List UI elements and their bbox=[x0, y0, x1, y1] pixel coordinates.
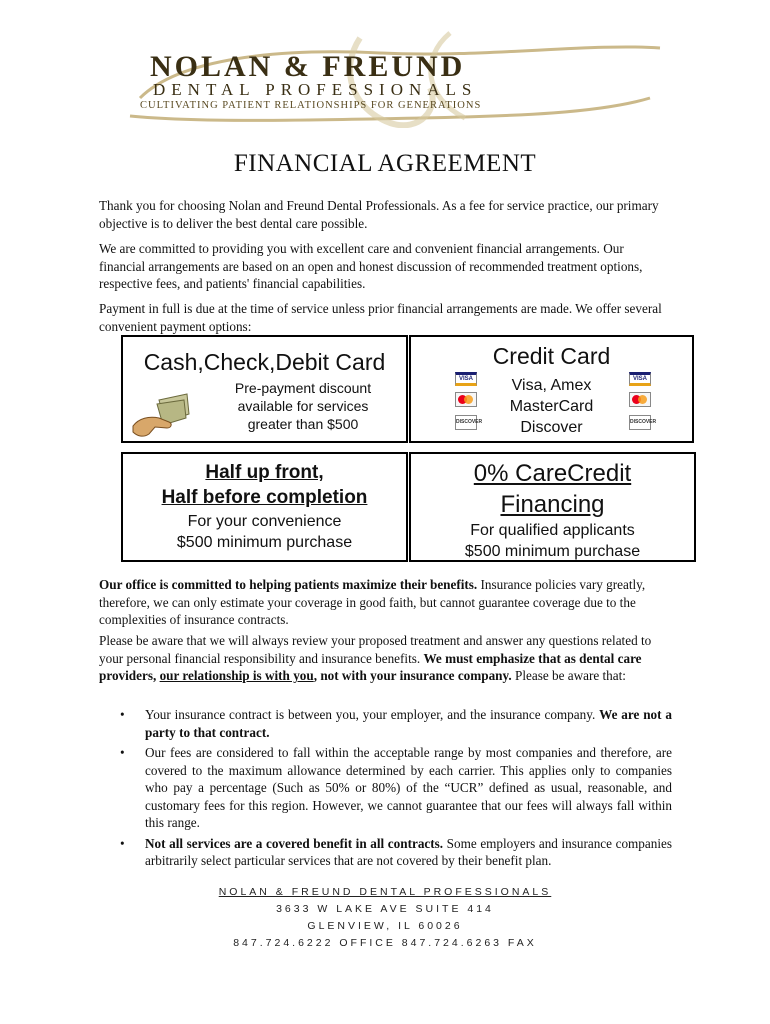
insurance-p1-bold: Our office is committed to helping patients maximize their benefits. bbox=[99, 577, 478, 592]
mastercard-card-icon bbox=[455, 392, 477, 407]
list-item bbox=[99, 706, 672, 741]
option-carecredit-title1: 0% CareCredit bbox=[473, 460, 632, 487]
option-credit-line1: Visa, Amex bbox=[511, 377, 592, 394]
option-cash-line3: greater than $500 bbox=[247, 416, 359, 432]
insurance-p2-underline: our relationship is with you bbox=[159, 668, 314, 683]
discover-card-icon: DISCOVER bbox=[455, 415, 477, 430]
footer-address bbox=[0, 884, 770, 952]
intro-paragraph-2: We are committed to providing you with excellent care and convenient financial arrangements. Our financial arrangements are based on an open and honest discussion of recommended treatment options, respective fees, and patients' financial capabilities. bbox=[99, 241, 643, 291]
bullet-icon: • bbox=[120, 835, 125, 851]
insurance-p2-bold1: We must emphasize that as dental care providers, bbox=[99, 650, 642, 683]
intro-paragraph-3: Payment in full is due at the time of service unless prior financial arrangements are made. We offer several convenient payment options: bbox=[99, 301, 662, 334]
logo-subtitle: DENTAL PROFESSIONALS bbox=[153, 80, 478, 99]
insurance-p2-bold2: , not with your insurance company. bbox=[313, 668, 512, 683]
hand-money-icon bbox=[129, 392, 191, 440]
visa-card-icon: VISA bbox=[629, 372, 651, 386]
discover-card-icon: DISCOVER bbox=[629, 415, 651, 430]
option-credit-line2: MasterCard bbox=[509, 398, 594, 415]
option-credit-title: Credit Card bbox=[492, 343, 611, 369]
option-cash-line1: Pre-payment discount bbox=[234, 380, 372, 396]
page-title: FINANCIAL AGREEMENT bbox=[233, 150, 537, 177]
list-item bbox=[99, 835, 672, 870]
bullet-3-bold: Not all services are a covered benefit in all contracts. bbox=[145, 835, 444, 851]
insurance-p2-end: Please be aware that: bbox=[511, 668, 626, 683]
insurance-paragraph-1 bbox=[99, 576, 659, 629]
bullet-3-text: Some employers and insurance companies arbitrarily select particular services that are not covered by their benefit plan. bbox=[145, 835, 672, 868]
bullet-icon: • bbox=[120, 745, 125, 760]
option-half-line2: $500 minimum purchase bbox=[176, 534, 353, 551]
option-cash-title: Cash,Check,Debit Card bbox=[143, 349, 386, 375]
visa-card-icon: VISA bbox=[455, 372, 477, 386]
option-carecredit bbox=[409, 452, 696, 562]
option-credit-line3: Discover bbox=[520, 419, 583, 436]
option-carecredit-line1: For qualified applicants bbox=[470, 522, 635, 539]
option-half-line1: For your convenience bbox=[187, 513, 342, 530]
list-item bbox=[99, 744, 672, 832]
insurance-p1-rest: Insurance policies vary greatly, therefore, we can only estimate your coverage in good faith, but cannot guarantee coverage due to the complexities of insurance contracts. bbox=[99, 577, 646, 627]
option-half-title bbox=[123, 460, 406, 510]
footer-city: GLENVIEW, IL 60026 bbox=[307, 920, 463, 932]
bullet-1-bold: We are not a party to that contract. bbox=[145, 707, 672, 740]
bullet-icon: • bbox=[120, 707, 125, 722]
practice-logo bbox=[120, 28, 665, 128]
option-half-desc bbox=[123, 511, 406, 553]
option-cash-desc bbox=[203, 379, 403, 433]
insurance-bullet-list bbox=[99, 706, 672, 873]
logo-tagline: CULTIVATING PATIENT RELATIONSHIPS FOR GENERATIONS bbox=[140, 100, 482, 111]
option-half-title1: Half up front, bbox=[205, 462, 324, 483]
mastercard-card-icon bbox=[629, 392, 651, 407]
option-cash-check-debit bbox=[121, 335, 408, 443]
option-carecredit-desc bbox=[411, 520, 694, 562]
option-half-up-front bbox=[121, 452, 408, 562]
insurance-paragraph-2 bbox=[99, 632, 659, 685]
option-cash-line2: available for services bbox=[237, 398, 369, 414]
footer-practice-name: NOLAN & FREUND DENTAL PROFESSIONALS bbox=[218, 886, 552, 898]
option-half-title2: Half before completion bbox=[161, 487, 368, 508]
footer-phone-fax: 847.724.6222 OFFICE 847.724.6263 FAX bbox=[233, 937, 537, 949]
footer-street: 3633 W LAKE AVE SUITE 414 bbox=[276, 903, 494, 915]
intro-paragraph-1: Thank you for choosing Nolan and Freund Dental Professionals. As a fee for service practice, our primary objective is to deliver the best dental care possible. bbox=[99, 198, 659, 231]
option-carecredit-title2: Financing bbox=[500, 491, 605, 518]
bullet-1-text: Your insurance contract is between you, your employer, and the insurance company. bbox=[145, 707, 600, 722]
bullet-2-text: Our fees are considered to fall within the acceptable range by most companies and therefore, are covered to the maximum allowance determined by each carrier. This applies only to companies who pay a percentage (Such as 50% or 80%) of the “UCR” defined as usual, reasonable, and customary fees for this region. However, we cannot guarantee that our fees will always fall within this range. bbox=[145, 745, 672, 830]
option-carecredit-line2: $500 minimum purchase bbox=[464, 543, 641, 560]
option-carecredit-title bbox=[411, 458, 694, 520]
option-credit-card bbox=[409, 335, 694, 443]
insurance-p2-start: Please be aware that we will always review your proposed treatment and answer any questions related to your personal financial responsibility and insurance benefits. bbox=[99, 633, 652, 666]
logo-title: NOLAN & FREUND bbox=[150, 50, 466, 83]
